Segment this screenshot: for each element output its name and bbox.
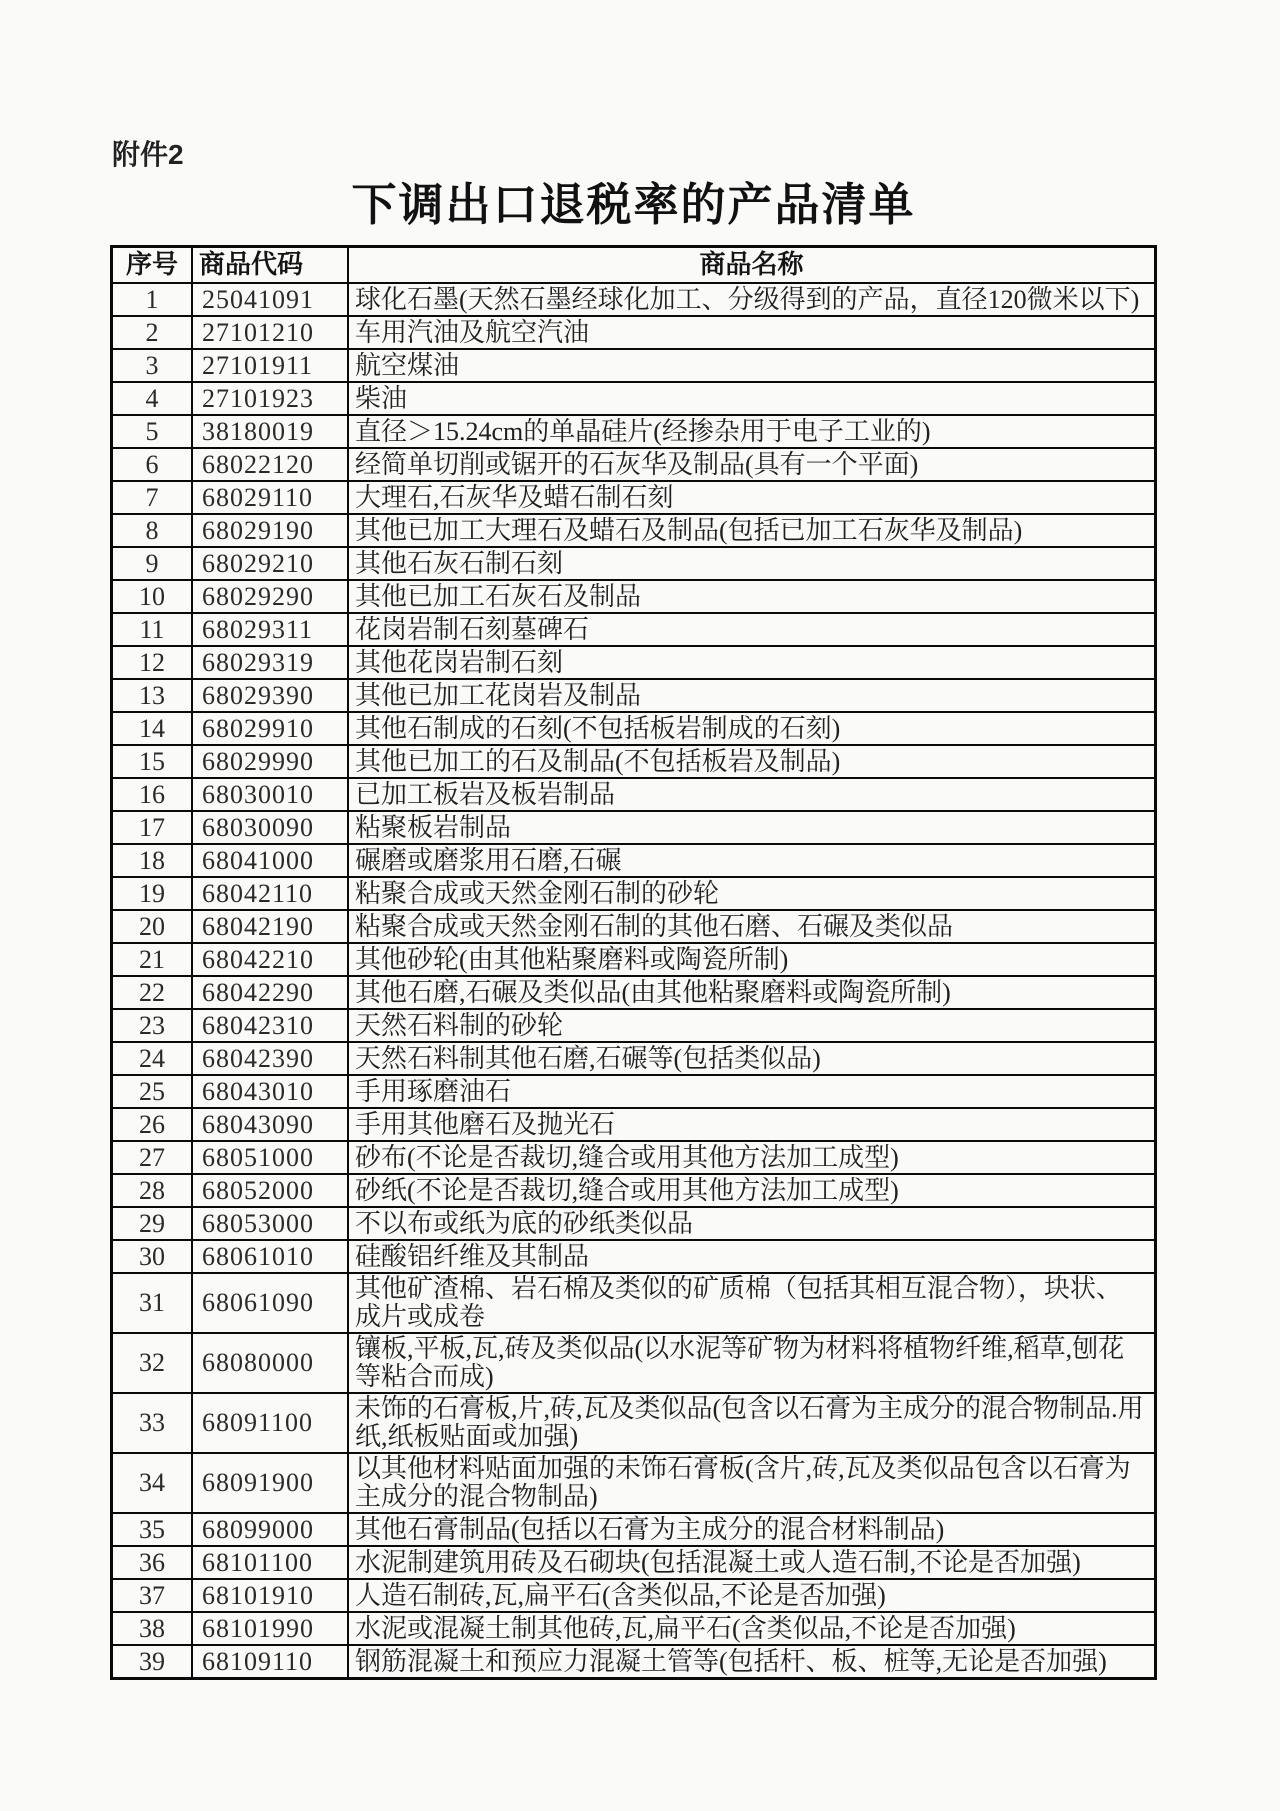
table-row — [112, 1174, 1156, 1207]
row-serial-number-cell: 29 — [112, 1207, 193, 1240]
row-serial-number-cell: 1 — [112, 283, 193, 316]
product-code-cell: 68042210 — [192, 943, 348, 976]
product-code-cell: 68101990 — [192, 1612, 348, 1645]
product-name-cell: 粘聚板岩制品 — [348, 811, 1156, 844]
product-name-cell: 车用汽油及航空汽油 — [348, 316, 1156, 349]
product-name-cell: 航空煤油 — [348, 349, 1156, 382]
table-row — [112, 1075, 1156, 1108]
product-code-cell: 68091900 — [192, 1453, 348, 1513]
product-name-cell: 其他已加工的石及制品(不包括板岩及制品) — [348, 745, 1156, 778]
table-row — [112, 910, 1156, 943]
table-row — [112, 1108, 1156, 1141]
row-serial-number-cell: 21 — [112, 943, 193, 976]
column-header-product-code: 商品代码 — [192, 247, 348, 284]
product-code-cell: 68061090 — [192, 1273, 348, 1333]
table-row — [112, 811, 1156, 844]
product-name-cell: 粘聚合成或天然金刚石制的其他石磨、石碾及类似品 — [348, 910, 1156, 943]
product-code-cell: 25041091 — [192, 283, 348, 316]
product-name-cell: 已加工板岩及板岩制品 — [348, 778, 1156, 811]
product-table — [110, 245, 1157, 1680]
row-serial-number-cell: 10 — [112, 580, 193, 613]
product-code-cell: 68029290 — [192, 580, 348, 613]
product-code-cell: 68029110 — [192, 481, 348, 514]
table-header-row — [112, 247, 1156, 284]
product-code-cell: 27101923 — [192, 382, 348, 415]
product-name-cell: 其他石制成的石刻(不包括板岩制成的石刻) — [348, 712, 1156, 745]
product-name-cell: 手用其他磨石及抛光石 — [348, 1108, 1156, 1141]
table-row — [112, 679, 1156, 712]
document-content — [110, 168, 1157, 1680]
table-row — [112, 514, 1156, 547]
row-serial-number-cell: 4 — [112, 382, 193, 415]
product-code-cell: 68042290 — [192, 976, 348, 1009]
product-name-cell: 其他矿渣棉、岩石棉及类似的矿质棉（包括其相互混合物），块状、成片或成卷 — [348, 1273, 1156, 1333]
row-serial-number-cell: 5 — [112, 415, 193, 448]
product-code-cell: 68101100 — [192, 1546, 348, 1579]
table-row — [112, 547, 1156, 580]
table-row — [112, 448, 1156, 481]
table-row — [112, 844, 1156, 877]
product-code-cell: 68042110 — [192, 877, 348, 910]
product-name-cell: 钢筋混凝土和预应力混凝土管等(包括杆、板、桩等,无论是否加强) — [348, 1645, 1156, 1679]
row-serial-number-cell: 36 — [112, 1546, 193, 1579]
row-serial-number-cell: 39 — [112, 1645, 193, 1679]
product-code-cell: 68109110 — [192, 1645, 348, 1679]
product-code-cell: 68042190 — [192, 910, 348, 943]
product-code-cell: 68091100 — [192, 1393, 348, 1453]
table-row — [112, 283, 1156, 316]
table-row — [112, 1207, 1156, 1240]
row-serial-number-cell: 37 — [112, 1579, 193, 1612]
product-code-cell: 68029311 — [192, 613, 348, 646]
attachment-label: 附件2 — [112, 139, 184, 170]
row-serial-number-cell: 27 — [112, 1141, 193, 1174]
product-name-cell: 人造石制砖,瓦,扁平石(含类似品,不论是否加强) — [348, 1579, 1156, 1612]
table-row — [112, 877, 1156, 910]
row-serial-number-cell: 3 — [112, 349, 193, 382]
product-name-cell: 不以布或纸为底的砂纸类似品 — [348, 1207, 1156, 1240]
product-name-cell: 粘聚合成或天然金刚石制的砂轮 — [348, 877, 1156, 910]
product-name-cell: 球化石墨(天然石墨经球化加工、分级得到的产品，直径120微米以下) — [348, 283, 1156, 316]
row-serial-number-cell: 24 — [112, 1042, 193, 1075]
product-code-cell: 68030090 — [192, 811, 348, 844]
product-name-cell: 天然石料制的砂轮 — [348, 1009, 1156, 1042]
product-code-cell: 68029210 — [192, 547, 348, 580]
row-serial-number-cell: 12 — [112, 646, 193, 679]
row-serial-number-cell: 26 — [112, 1108, 193, 1141]
table-row — [112, 382, 1156, 415]
row-serial-number-cell: 2 — [112, 316, 193, 349]
product-code-cell: 68099000 — [192, 1513, 348, 1546]
table-row — [112, 1579, 1156, 1612]
product-name-cell: 未饰的石膏板,片,砖,瓦及类似品(包含以石膏为主成分的混合物制品.用纸,纸板贴面或加强) — [348, 1393, 1156, 1453]
product-code-cell: 38180019 — [192, 415, 348, 448]
product-name-cell: 其他已加工石灰石及制品 — [348, 580, 1156, 613]
product-code-cell: 68052000 — [192, 1174, 348, 1207]
product-code-cell: 68030010 — [192, 778, 348, 811]
product-code-cell: 68051000 — [192, 1141, 348, 1174]
row-serial-number-cell: 32 — [112, 1333, 193, 1393]
product-name-cell: 其他已加工花岗岩及制品 — [348, 679, 1156, 712]
row-serial-number-cell: 18 — [112, 844, 193, 877]
table-row — [112, 613, 1156, 646]
row-serial-number-cell: 15 — [112, 745, 193, 778]
product-code-cell: 68061010 — [192, 1240, 348, 1273]
row-serial-number-cell: 7 — [112, 481, 193, 514]
product-code-cell: 68022120 — [192, 448, 348, 481]
product-name-cell: 碾磨或磨浆用石磨,石碾 — [348, 844, 1156, 877]
row-serial-number-cell: 30 — [112, 1240, 193, 1273]
product-code-cell: 27101911 — [192, 349, 348, 382]
product-code-cell: 68041000 — [192, 844, 348, 877]
table-row — [112, 1042, 1156, 1075]
table-row — [112, 976, 1156, 1009]
row-serial-number-cell: 35 — [112, 1513, 193, 1546]
column-header-product-name: 商品名称 — [348, 247, 1156, 284]
table-row — [112, 778, 1156, 811]
row-serial-number-cell: 13 — [112, 679, 193, 712]
product-code-cell: 68043090 — [192, 1108, 348, 1141]
product-code-cell: 68043010 — [192, 1075, 348, 1108]
product-name-cell: 其他石膏制品(包括以石膏为主成分的混合材料制品) — [348, 1513, 1156, 1546]
product-name-cell: 经简单切削或锯开的石灰华及制品(具有一个平面) — [348, 448, 1156, 481]
table-row — [112, 1453, 1156, 1513]
product-name-cell: 其他石灰石制石刻 — [348, 547, 1156, 580]
table-row — [112, 943, 1156, 976]
row-serial-number-cell: 16 — [112, 778, 193, 811]
product-name-cell: 柴油 — [348, 382, 1156, 415]
product-code-cell: 68029390 — [192, 679, 348, 712]
row-serial-number-cell: 33 — [112, 1393, 193, 1453]
table-row — [112, 712, 1156, 745]
product-code-cell: 68042310 — [192, 1009, 348, 1042]
product-name-cell: 其他石磨,石碾及类似品(由其他粘聚磨料或陶瓷所制) — [348, 976, 1156, 1009]
row-serial-number-cell: 25 — [112, 1075, 193, 1108]
table-row — [112, 1513, 1156, 1546]
product-name-cell: 水泥或混凝土制其他砖,瓦,扁平石(含类似品,不论是否加强) — [348, 1612, 1156, 1645]
row-serial-number-cell: 8 — [112, 514, 193, 547]
product-name-cell: 其他砂轮(由其他粘聚磨料或陶瓷所制) — [348, 943, 1156, 976]
product-code-cell: 68080000 — [192, 1333, 348, 1393]
product-code-cell: 68101910 — [192, 1579, 348, 1612]
table-row — [112, 1546, 1156, 1579]
table-row — [112, 481, 1156, 514]
table-body — [112, 283, 1156, 1679]
table-row — [112, 1273, 1156, 1333]
row-serial-number-cell: 6 — [112, 448, 193, 481]
row-serial-number-cell: 20 — [112, 910, 193, 943]
table-row — [112, 745, 1156, 778]
product-name-cell: 砂纸(不论是否裁切,缝合或用其他方法加工成型) — [348, 1174, 1156, 1207]
table-row — [112, 349, 1156, 382]
product-code-cell: 68029319 — [192, 646, 348, 679]
product-name-cell: 大理石,石灰华及蜡石制石刻 — [348, 481, 1156, 514]
row-serial-number-cell: 14 — [112, 712, 193, 745]
table-row — [112, 1645, 1156, 1679]
row-serial-number-cell: 31 — [112, 1273, 193, 1333]
product-name-cell: 直径＞15.24cm的单晶硅片(经掺杂用于电子工业的) — [348, 415, 1156, 448]
product-name-cell: 其他已加工大理石及蜡石及制品(包括已加工石灰华及制品) — [348, 514, 1156, 547]
product-name-cell: 以其他材料贴面加强的未饰石膏板(含片,砖,瓦及类似品包含以石膏为主成分的混合物制品) — [348, 1453, 1156, 1513]
table-row — [112, 415, 1156, 448]
table-row — [112, 1141, 1156, 1174]
product-name-cell: 镶板,平板,瓦,砖及类似品(以水泥等矿物为材料将植物纤维,稻草,刨花等粘合而成) — [348, 1333, 1156, 1393]
product-code-cell: 68029990 — [192, 745, 348, 778]
row-serial-number-cell: 9 — [112, 547, 193, 580]
table-row — [112, 1240, 1156, 1273]
table-row — [112, 646, 1156, 679]
product-name-cell: 天然石料制其他石磨,石碾等(包括类似品) — [348, 1042, 1156, 1075]
product-name-cell: 花岗岩制石刻墓碑石 — [348, 613, 1156, 646]
table-row — [112, 1393, 1156, 1453]
row-serial-number-cell: 34 — [112, 1453, 193, 1513]
table-row — [112, 1612, 1156, 1645]
product-code-cell: 68042390 — [192, 1042, 348, 1075]
product-name-cell: 硅酸铝纤维及其制品 — [348, 1240, 1156, 1273]
product-code-cell: 68053000 — [192, 1207, 348, 1240]
row-serial-number-cell: 17 — [112, 811, 193, 844]
table-row — [112, 1009, 1156, 1042]
product-code-cell: 68029910 — [192, 712, 348, 745]
product-name-cell: 砂布(不论是否裁切,缝合或用其他方法加工成型) — [348, 1141, 1156, 1174]
row-serial-number-cell: 28 — [112, 1174, 193, 1207]
row-serial-number-cell: 22 — [112, 976, 193, 1009]
product-code-cell: 27101210 — [192, 316, 348, 349]
table-row — [112, 316, 1156, 349]
row-serial-number-cell: 11 — [112, 613, 193, 646]
table-header — [112, 247, 1156, 284]
row-serial-number-cell: 38 — [112, 1612, 193, 1645]
page-title: 下调出口退税率的产品清单 — [351, 180, 916, 230]
table-row — [112, 1333, 1156, 1393]
column-header-serial-number: 序号 — [112, 247, 193, 284]
product-name-cell: 手用琢磨油石 — [348, 1075, 1156, 1108]
table-row — [112, 580, 1156, 613]
product-name-cell: 其他花岗岩制石刻 — [348, 646, 1156, 679]
row-serial-number-cell: 23 — [112, 1009, 193, 1042]
product-name-cell: 水泥制建筑用砖及石砌块(包括混凝土或人造石制,不论是否加强) — [348, 1546, 1156, 1579]
product-code-cell: 68029190 — [192, 514, 348, 547]
row-serial-number-cell: 19 — [112, 877, 193, 910]
